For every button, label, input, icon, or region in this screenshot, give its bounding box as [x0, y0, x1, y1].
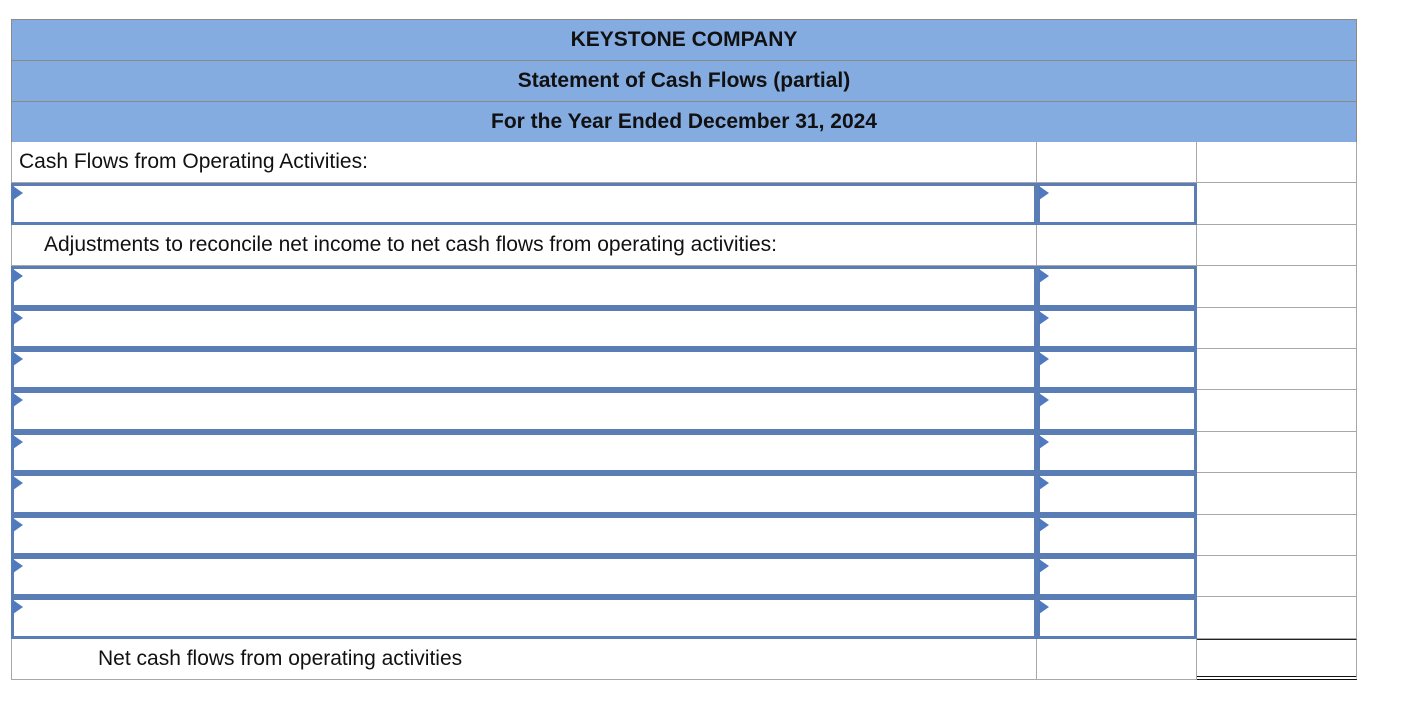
- adjustment-description-input[interactable]: [11, 597, 1037, 638]
- adjustments-heading-row: [11, 225, 1357, 266]
- dropdown-arrow-icon[interactable]: [1039, 311, 1049, 325]
- adjustment-input-row: [11, 473, 1357, 514]
- net-cash-flows-row: [11, 639, 1357, 680]
- total-cell: [1197, 266, 1357, 307]
- total-cell: [1197, 556, 1357, 597]
- operating-heading-row: [11, 142, 1357, 183]
- net-cash-flows-label: Net cash flows from operating activities: [11, 639, 1037, 680]
- dropdown-arrow-icon[interactable]: [13, 476, 23, 490]
- adjustments-heading: Adjustments to reconcile net income to net cash flows from operating activities:: [11, 225, 1037, 266]
- adjustment-input-row: [11, 515, 1357, 556]
- dropdown-arrow-icon[interactable]: [13, 393, 23, 407]
- total-cell: [1197, 515, 1357, 556]
- adjustment-input-row: [11, 349, 1357, 390]
- adjustment-input-row: [11, 266, 1357, 307]
- adjustment-amount-input[interactable]: [1037, 308, 1197, 349]
- amount-cell: [1037, 225, 1197, 266]
- statement-title: Statement of Cash Flows (partial): [11, 60, 1357, 101]
- description-input[interactable]: [11, 183, 1037, 224]
- dropdown-arrow-icon[interactable]: [13, 352, 23, 366]
- adjustment-amount-input[interactable]: [1037, 556, 1197, 597]
- adjustment-description-input[interactable]: [11, 308, 1037, 349]
- adjustment-amount-input[interactable]: [1037, 349, 1197, 390]
- adjustment-amount-input[interactable]: [1037, 390, 1197, 431]
- company-name: KEYSTONE COMPANY: [11, 19, 1357, 60]
- adjustment-amount-input[interactable]: [1037, 597, 1197, 638]
- adjustment-input-row: [11, 432, 1357, 473]
- adjustment-input-row: [11, 556, 1357, 597]
- net-cash-flows-total-input[interactable]: [1197, 639, 1357, 680]
- dropdown-arrow-icon[interactable]: [13, 600, 23, 614]
- total-cell: [1197, 390, 1357, 431]
- dropdown-arrow-icon[interactable]: [1039, 476, 1049, 490]
- adjustment-input-row: [11, 308, 1357, 349]
- total-cell: [1197, 349, 1357, 390]
- adjustment-input-row: [11, 390, 1357, 431]
- adjustment-description-input[interactable]: [11, 473, 1037, 514]
- dropdown-arrow-icon[interactable]: [13, 435, 23, 449]
- adjustment-amount-input[interactable]: [1037, 266, 1197, 307]
- dropdown-arrow-icon[interactable]: [13, 311, 23, 325]
- total-cell: [1197, 142, 1357, 183]
- adjustment-description-input[interactable]: [11, 390, 1037, 431]
- amount-cell: [1037, 639, 1197, 680]
- dropdown-arrow-icon[interactable]: [1039, 269, 1049, 283]
- total-cell: [1197, 597, 1357, 638]
- adjustment-description-input[interactable]: [11, 266, 1037, 307]
- input-row-net-income: [11, 183, 1357, 224]
- adjustment-description-input[interactable]: [11, 349, 1037, 390]
- total-cell: [1197, 308, 1357, 349]
- total-cell: [1197, 225, 1357, 266]
- adjustment-description-input[interactable]: [11, 556, 1037, 597]
- total-cell: [1197, 473, 1357, 514]
- dropdown-arrow-icon[interactable]: [13, 559, 23, 573]
- dropdown-arrow-icon[interactable]: [13, 186, 23, 200]
- cash-flow-worksheet: [11, 19, 1357, 680]
- dropdown-arrow-icon[interactable]: [13, 269, 23, 283]
- dropdown-arrow-icon[interactable]: [1039, 393, 1049, 407]
- dropdown-arrow-icon[interactable]: [13, 518, 23, 532]
- adjustment-amount-input[interactable]: [1037, 515, 1197, 556]
- statement-period: For the Year Ended December 31, 2024: [11, 101, 1357, 142]
- adjustment-amount-input[interactable]: [1037, 432, 1197, 473]
- dropdown-arrow-icon[interactable]: [1039, 352, 1049, 366]
- dropdown-arrow-icon[interactable]: [1039, 186, 1049, 200]
- dropdown-arrow-icon[interactable]: [1039, 435, 1049, 449]
- adjustment-description-input[interactable]: [11, 432, 1037, 473]
- adjustment-input-row: [11, 597, 1357, 638]
- amount-cell: [1037, 142, 1197, 183]
- dropdown-arrow-icon[interactable]: [1039, 559, 1049, 573]
- dropdown-arrow-icon[interactable]: [1039, 600, 1049, 614]
- dropdown-arrow-icon[interactable]: [1039, 518, 1049, 532]
- total-cell: [1197, 432, 1357, 473]
- total-cell: [1197, 183, 1357, 224]
- adjustment-description-input[interactable]: [11, 515, 1037, 556]
- operating-activities-heading: Cash Flows from Operating Activities:: [11, 142, 1037, 183]
- amount-input[interactable]: [1037, 183, 1197, 224]
- adjustment-amount-input[interactable]: [1037, 473, 1197, 514]
